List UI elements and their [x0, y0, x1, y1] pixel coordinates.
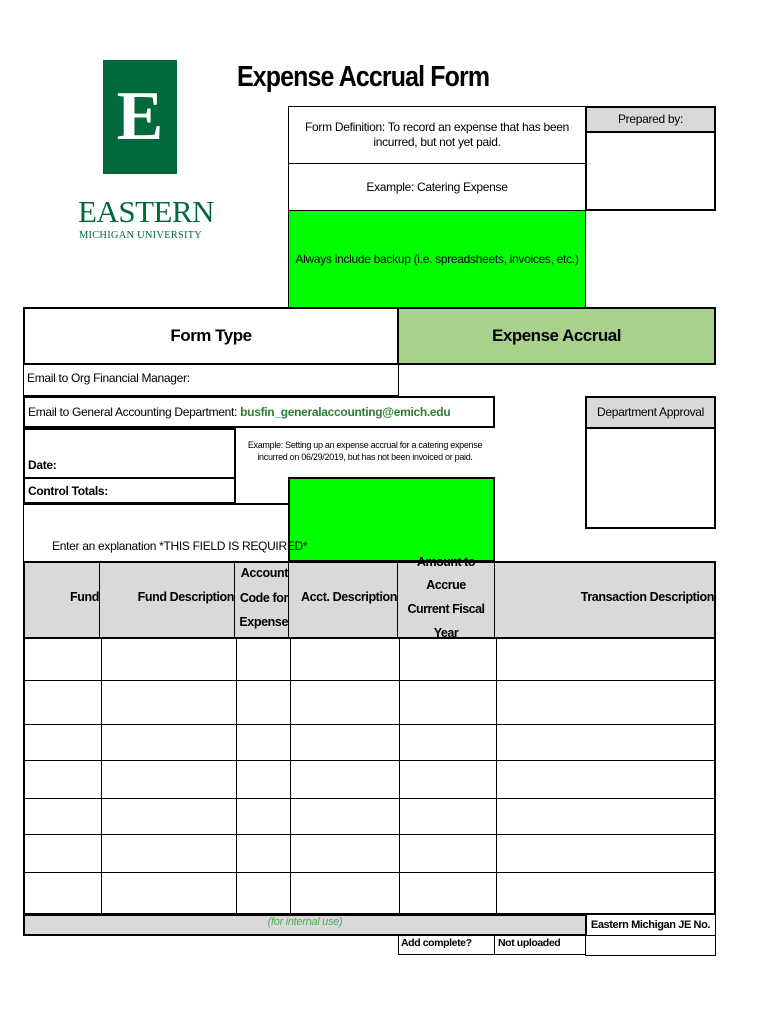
- table-cell-account-code[interactable]: [237, 835, 291, 872]
- org-manager-email-row[interactable]: [23, 364, 399, 396]
- col-header-fund: Fund: [25, 563, 100, 637]
- je-number-field[interactable]: [585, 935, 716, 956]
- table-cell-transaction-description[interactable]: [497, 725, 714, 760]
- table-cell-fund-description[interactable]: [102, 637, 237, 680]
- table-cell-fund[interactable]: [25, 835, 102, 872]
- table-row: [25, 799, 714, 835]
- table-cell-acct-description[interactable]: [291, 873, 400, 913]
- table-cell-fund[interactable]: [25, 761, 102, 798]
- date-field[interactable]: [23, 428, 236, 479]
- internal-use-bar: [23, 914, 587, 936]
- table-cell-account-code[interactable]: [237, 761, 291, 798]
- table-cell-transaction-description[interactable]: [497, 873, 714, 913]
- table-cell-fund-description[interactable]: [102, 835, 237, 872]
- logo-letter: E: [116, 78, 164, 155]
- table-cell-fund-description[interactable]: [102, 761, 237, 798]
- form-type-value: Expense Accrual: [397, 307, 716, 365]
- table-body: [23, 637, 716, 915]
- explanation-field[interactable]: [23, 503, 308, 562]
- org-manager-label: Email to Org Financial Manager:: [27, 371, 190, 385]
- table-cell-fund-description[interactable]: [102, 681, 237, 724]
- table-row: [25, 725, 714, 761]
- table-cell-account-code[interactable]: [237, 725, 291, 760]
- col-header-acct-description: Acct. Description: [289, 563, 398, 637]
- col-header-fund-description: Fund Description: [100, 563, 235, 637]
- gen-accounting-email-link[interactable]: busfin_generalaccounting@emich.edu: [240, 405, 451, 419]
- table-cell-acct-description[interactable]: [291, 761, 400, 798]
- table-row: [25, 681, 714, 725]
- table-cell-acct-description[interactable]: [291, 725, 400, 760]
- logo-brand: EASTERN: [78, 194, 214, 229]
- table-cell-acct-description[interactable]: [291, 799, 400, 834]
- table-row: [25, 761, 714, 799]
- prepared-by-label: Prepared by:: [585, 106, 716, 133]
- je-number-label: Eastern Michigan JE No.: [585, 914, 716, 936]
- gen-accounting-email-row: [23, 396, 495, 428]
- page-title: Expense Accrual Form: [237, 61, 490, 93]
- backup-note: Always include backup (i.e. spreadsheets, invoices, etc.): [288, 210, 586, 308]
- table-row: [25, 835, 714, 873]
- table-cell-fund-description[interactable]: [102, 873, 237, 913]
- form-definition: Form Definition: To record an expense that has been incurred, but not yet paid.: [288, 106, 586, 164]
- table-cell-amount[interactable]: [400, 873, 497, 913]
- table-cell-amount[interactable]: [400, 637, 497, 680]
- table-cell-amount[interactable]: [400, 799, 497, 834]
- table-row: [25, 873, 714, 913]
- col-header-transaction-description: Transaction Description: [580, 590, 714, 605]
- control-totals-value[interactable]: [288, 477, 495, 562]
- table-cell-amount[interactable]: [400, 725, 497, 760]
- example-note: Example: Setting up an expense accrual for a catering expense incurred on 06/29/2019, but has not been invoiced or paid.: [247, 439, 483, 462]
- table-cell-fund[interactable]: [25, 799, 102, 834]
- department-approval-field[interactable]: [585, 427, 716, 529]
- logo-mark: [103, 60, 177, 174]
- date-label: Date:: [28, 458, 57, 472]
- department-approval-label: Department Approval: [585, 396, 716, 429]
- prepared-by-field[interactable]: [585, 131, 716, 211]
- table-cell-acct-description[interactable]: [291, 681, 400, 724]
- explanation-prompt: Enter an explanation *THIS FIELD IS REQUIRED*: [52, 539, 308, 553]
- example-box: Example: Catering Expense: [288, 163, 586, 211]
- table-cell-transaction-description[interactable]: [497, 681, 714, 724]
- table-cell-acct-description[interactable]: [291, 835, 400, 872]
- table-row: [25, 637, 714, 681]
- gen-accounting-label: Email to General Accounting Department:: [28, 405, 238, 419]
- table-cell-amount[interactable]: [400, 835, 497, 872]
- table-cell-transaction-description[interactable]: [497, 835, 714, 872]
- table-cell-acct-description[interactable]: [291, 637, 400, 680]
- table-cell-fund[interactable]: [25, 873, 102, 913]
- table-cell-fund-description[interactable]: [102, 799, 237, 834]
- upload-status: Not uploaded: [494, 935, 586, 955]
- table-cell-transaction-description[interactable]: [497, 637, 714, 680]
- col-header-amount: Amount to Accrue Current Fiscal Year: [398, 563, 495, 637]
- table-cell-fund[interactable]: [25, 681, 102, 724]
- internal-use-label: (for internal use): [267, 916, 343, 928]
- table-cell-amount[interactable]: [400, 681, 497, 724]
- col-header-account-code: Account Code for Expense: [235, 563, 289, 637]
- table-cell-account-code[interactable]: [237, 799, 291, 834]
- form-type-label: Form Type: [23, 307, 399, 365]
- table-cell-amount[interactable]: [400, 761, 497, 798]
- table-cell-fund[interactable]: [25, 637, 102, 680]
- control-totals-field[interactable]: [23, 477, 236, 504]
- add-complete-label: Add complete?: [398, 935, 495, 955]
- table-cell-fund[interactable]: [25, 725, 102, 760]
- table-cell-fund-description[interactable]: [102, 725, 237, 760]
- table-cell-transaction-description[interactable]: [497, 761, 714, 798]
- table-cell-transaction-description[interactable]: [497, 799, 714, 834]
- logo-subtitle: MICHIGAN UNIVERSITY: [79, 230, 203, 241]
- table-cell-account-code[interactable]: [237, 873, 291, 913]
- control-totals-label: Control Totals:: [28, 484, 108, 498]
- table-cell-account-code[interactable]: [237, 637, 291, 680]
- table-cell-account-code[interactable]: [237, 681, 291, 724]
